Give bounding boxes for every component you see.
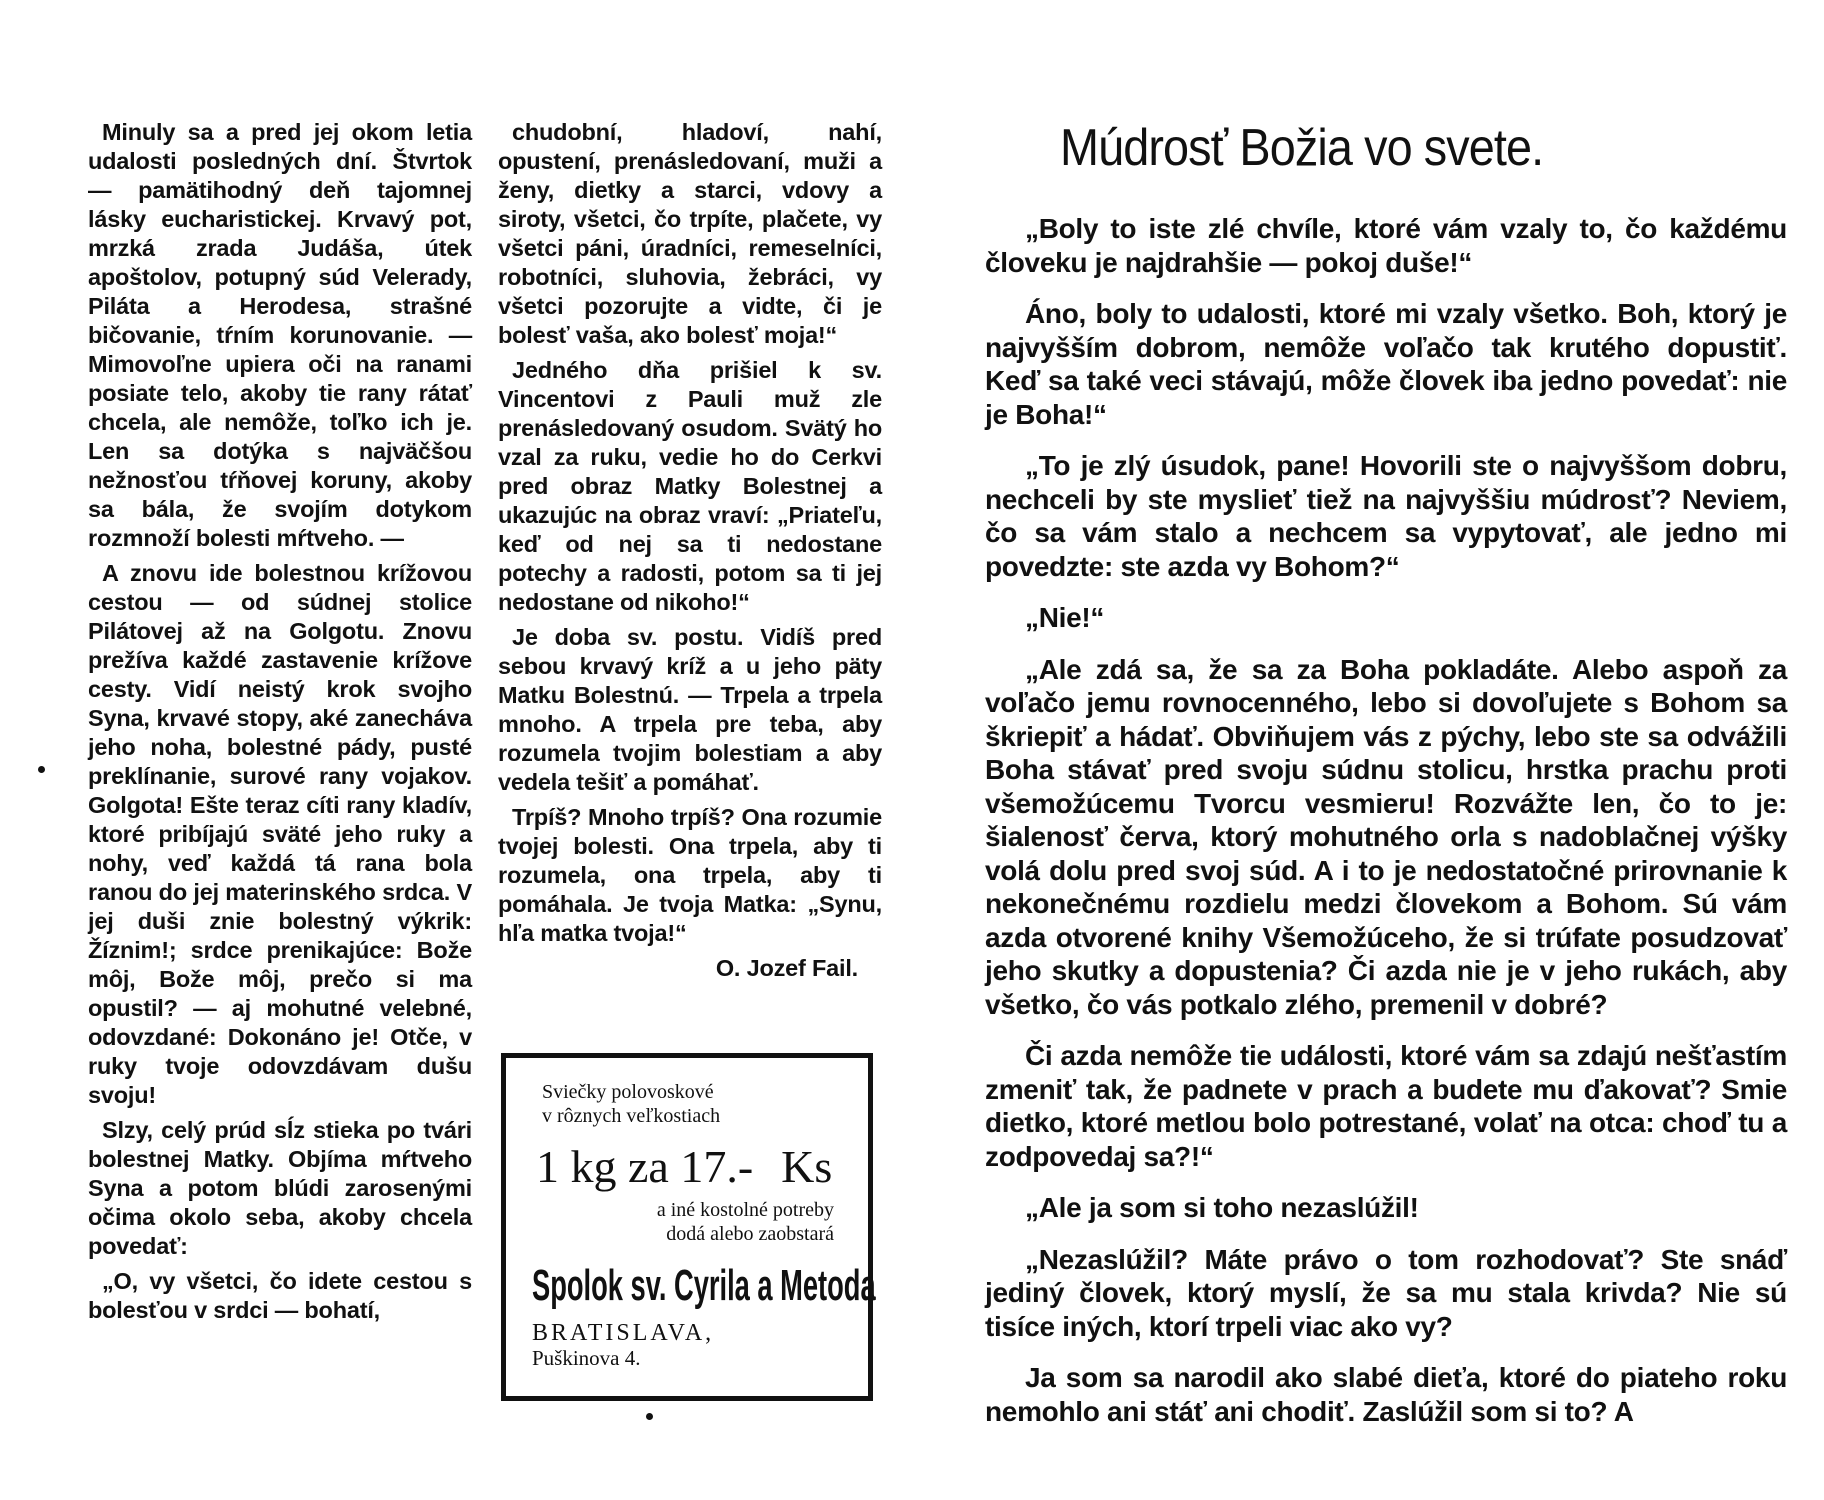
middle-paragraph-2: Jedného dňa prišiel k sv. Vincentovi z Pauli muž zle prenásledovaný osudom. Svätý ho vzal za ruku, vedie ho do Cerkvi pred obraz Matky Bolestnej a ukazujúc na obraz vraví: „Priateľu, keď od nej sa ti nedostane potechy a radosti, potom sa ti jej nedostane od nikoho!“ [498, 357, 882, 615]
middle-paragraph-4: Trpíš? Mnoho trpíš? Ona rozumie tvojej bolesti. Ona trpela, aby ti rozumela, ona trpela, aby ti pomáhala. Je tvoja Matka: „Synu, hľa matka tvoja!“ [498, 804, 882, 946]
right-paragraph-3: „To je zlý úsudok, pane! Hovorili ste o najvyššom dobru, nechceli by ste myslieť tiež na najvyššiu múdrosť? Neviem, čo sa vám stalo a nechcem sa vypytovať, ale jedno mi povedzte: ste azda vy Bohom?“ [985, 450, 1787, 582]
ad-line-supplier-text: dodá alebo zaobstará [666, 1223, 834, 1245]
left-paragraph-4: „O, vy všetci, čo idete cestou s bolesťou v srdci — bohatí, [88, 1268, 472, 1323]
article-title: Múdrosť Božia vo svete. [1060, 119, 1544, 177]
ad-line-other-goods [532, 1198, 848, 1246]
author-signature: O. Jozef Fail. [715, 955, 858, 981]
middle-column [498, 118, 882, 989]
right-paragraph-8: „Nezaslúžil? Máte právo o tom rozhodovať? Ste snáď jediný človek, ktorý myslí, že sa mu stala krivda? Nie sú tisíce iných, ktorí trpeli viac ako vy? [985, 1243, 1787, 1342]
left-paragraph-2: A znovu ide bolestnou krížovou cestou — od súdnej stolice Pilátovej až na Golgotu. Znovu prežíva každé zastavenie krížove cesty. Vidí neistý krok svojho Syna, krvavé stopy, aké zanecháva jeho noha, bolestné pády, pusté preklínanie, surové rany vojakov. Golgota! Ešte teraz cíti rany kladív, ktoré pribíjajú sväté jeho ruky a nohy, veď každá tá rana bola ranou do jej materinského srdca. V jej duši znie bolestný výkrik: Žíznim!; srdce prenikajúce: Bože môj, Bože môj, prečo si ma opustil? — aj mohutné velebné, odovzdané: Dokonáno je! Otče, v ruky tvoje odovzdávam dušu svoju! [88, 560, 472, 1108]
ink-speck [646, 1413, 653, 1420]
right-paragraph-1: „Boly to iste zlé chvíle, ktoré vám vzaly to, čo každému človeku je najdrahšie — pokoj duše!“ [985, 213, 1787, 278]
left-paragraph-3: Slzy, celý prúd sĺz stieka po tvári bolestnej Matky. Objíma mŕtveho Syna a potom blúdi zarosenými očima okolo seba, akoby chcela povedať: [88, 1117, 472, 1259]
ad-line-sizes: v rôznych veľkostiach [542, 1105, 721, 1127]
right-paragraph-7: „Ale ja som si toho nezaslúžil! [1025, 1192, 1419, 1223]
ad-city: BRATISLAVA, [532, 1320, 715, 1346]
middle-paragraph-1: chudobní, hladoví, nahí, opustení, prenásledovaní, muži a ženy, dietky a starci, vdovy a siroty, všetci, čo trpíte, plačete, vy všetci páni, úradníci, remeselníci, robotníci, sluhovia, žebráci, vy všetci pozorujte a vidte, či je bolesť vaša, ako bolesť moja!“ [498, 119, 882, 348]
ink-speck [38, 766, 45, 773]
left-column [88, 118, 472, 1331]
ad-line-candles: Sviečky polovoskové [542, 1081, 714, 1103]
right-paragraph-9: Ja som sa narodil ako slabé dieťa, ktoré do piateho roku nemohlo ani stáť ani chodiť. Zaslúžil som si to? A [985, 1362, 1787, 1427]
right-paragraph-6: Či azda nemôže tie události, ktoré vám sa zdajú nešťastím zmeniť tak, že padnete v prach a budete mu ďakovať? Smie dietko, ktoré metlou bolo potrestané, volať na otca: choď tu a zodpovedaj sa?!“ [985, 1040, 1787, 1172]
left-paragraph-1: Minuly sa a pred jej okom letia udalosti posledných dní. Štvrtok — pamätihodný deň tajomnej lásky eucharistickej. Krvavý pot, mrzká zrada Judáša, útek apoštolov, potupný súd Velerady, Piláta a Herodesa, strašné bičovanie, tŕním korunovanie. — Mimovoľne upiera oči na ranami posiate telo, akoby tie rany rátať chcela, ale nemôže, toľko ich je. Len sa dotýka s najväčšou nežnosťou tŕňovej koruny, akoby sa bála, že svojím dotykom rozmnoží bolesti mŕtveho. — [88, 119, 472, 551]
ad-line-other-goods-text: a iné kostolné potreby [656, 1199, 834, 1221]
middle-paragraph-3: Je doba sv. postu. Vidíš pred sebou krvavý kríž a u jeho päty Matku Bolestnú. — Trpela a trpela mnoho. A trpela pre teba, aby rozumela tvojim bolestiam a aby vedela tešiť a pomáhať. [498, 624, 882, 795]
right-column [985, 212, 1787, 1446]
ad-price [532, 1140, 848, 1194]
ad-price-amount: 1 kg za 17.- [536, 1141, 754, 1192]
right-paragraph-4: „Nie!“ [1025, 602, 1105, 633]
ad-street: Puškinova 4. [532, 1346, 641, 1370]
right-paragraph-2: Áno, boly to udalosti, ktoré mi vzaly všetko. Boh, ktorý je najvyšším dobrom, nemôže voľačo tak krutého dopustiť. Keď sa také veci stávajú, môže človek iba jedno povedať: nie je Boha!“ [985, 298, 1787, 430]
candle-advertisement [501, 1053, 876, 1401]
ad-organization: Spolok sv. Cyrila a Metoda [532, 1261, 876, 1310]
right-paragraph-5: „Ale zdá sa, že sa za Boha pokladáte. Alebo aspoň za voľačo jemu rovnocenného, lebo si dovoľujete s Bohom sa škriepiť a hádať. Obviňujem vás z pýchy, lebo ste sa odvážili Boha stávať pred svoju súdnu stolicu, hrstka prachu proti všemožúcemu Tvorcu vesmieru! Rozvážte len, čo to je: šialenosť červa, ktorý mohutného orla s nadoblačnej výšky volá dolu pred svoj súd. A i to je nedostatočné prirovnanie k nekonečnému rozdielu medzi človekom a Bohom. Sú vám azda otvorené knihy Všemožúceho, že si trúfate posudzovať jeho skutky a dopustenia? Či azda nie je v jeho rukách, aby všetko, čo vás potkalo zlého, premenil v dobré? [985, 653, 1787, 1020]
ad-price-currency: Ks [781, 1141, 833, 1192]
